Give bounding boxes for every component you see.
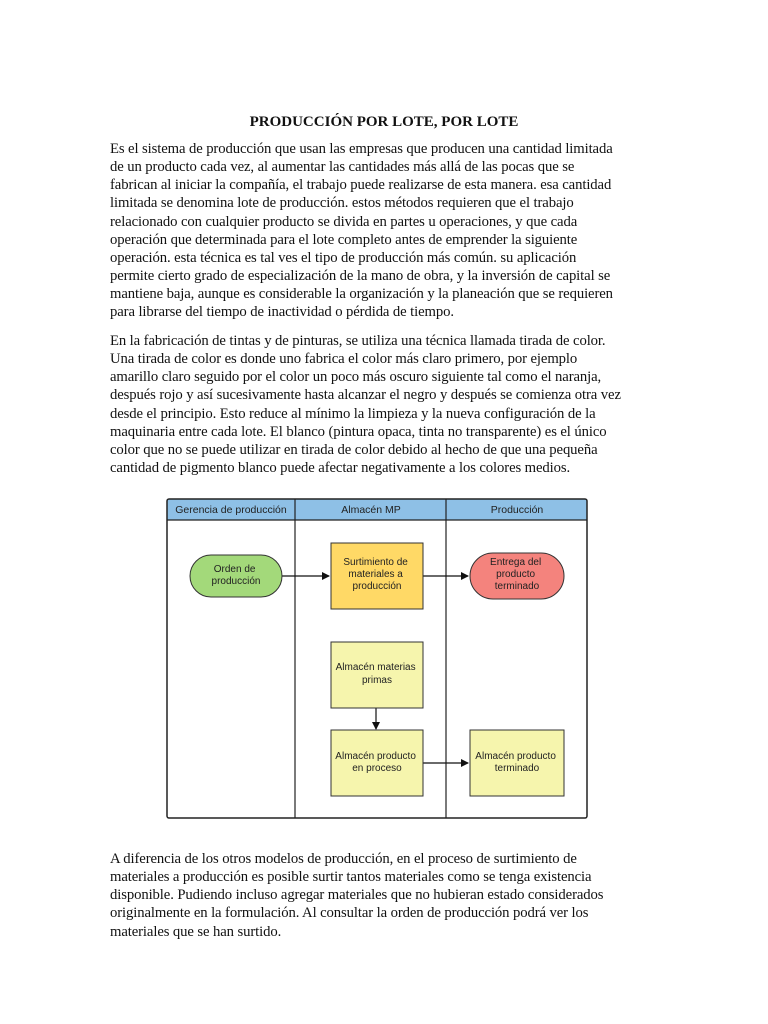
- node-label-line: Orden de: [213, 564, 256, 575]
- node-label-line: producción: [352, 581, 402, 592]
- page-title: PRODUCCIÓN POR LOTE, POR LOTE: [249, 114, 519, 130]
- text-line: A diferencia de los otros modelos de producción, en el proceso de surtimiento de: [110, 851, 577, 867]
- process-flow-diagram: [166, 498, 588, 820]
- node-label-line: producción: [211, 576, 261, 587]
- node-label-line: Entrega del: [490, 557, 542, 568]
- text-line: para librarse del tiempo de inactividad o pérdida de tiempo.: [110, 304, 454, 321]
- text-line: amarillo claro seguido por el color un poco más oscuro siguiente tal como el naranja,: [110, 369, 602, 386]
- lane-header-almacen-mp: Almacén MP: [341, 504, 401, 516]
- paragraph-surtimiento: [110, 850, 662, 941]
- text-line: relacionado con cualquier producto se divida en partes u operaciones, y que cada: [110, 213, 578, 230]
- paragraph-color-run: [110, 332, 662, 477]
- node-label-line: Almacén producto: [335, 751, 416, 762]
- node-label-line: terminado: [494, 763, 540, 774]
- text-line: color que no se puede utilizar en tirada de color debido al hecho de que una pequeña: [110, 441, 598, 458]
- text-line: cantidad de pigmento blanco puede afectar negativamente a los colores medios.: [110, 460, 571, 477]
- node-orden-produccion-label: [212, 564, 261, 587]
- paragraph-intro: [110, 140, 662, 322]
- node-label-line: Surtimiento de: [343, 557, 408, 568]
- node-label-line: Almacén materias: [335, 662, 416, 673]
- text-line: de un producto cada vez, al aumentar las cantidades más allá de las pocas que se: [110, 159, 575, 176]
- text-line: operación que determinada para el lote completo antes de emprender la siguiente: [110, 231, 578, 248]
- text-line: mantiene baja, aunque es considerable la organización y la planeación que se requieren: [110, 286, 613, 303]
- node-label-line: materiales a: [348, 569, 403, 580]
- text-line: materiales que se han surtido.: [110, 923, 282, 940]
- text-line: materiales a producción es posible surtir tantos materiales como se tenga existencia: [110, 869, 592, 886]
- text-line: fabrican al iniciar la compañía, el trabajo puede realizarse de esta manera. esa cantidad: [110, 177, 612, 194]
- node-label-line: producto: [496, 569, 536, 580]
- text-line: permite cierto grado de especialización de la mano de obra, y la inversión de capital se: [110, 268, 611, 285]
- text-line: Es el sistema de producción que usan las empresas que producen una cantidad limitada: [110, 141, 613, 157]
- text-line: disponible. Pudiendo incluso agregar materiales que no hubieran estado considerados: [110, 887, 604, 904]
- node-label-line: Almacén producto: [475, 751, 556, 762]
- node-entrega-producto-label: [490, 557, 544, 592]
- lane-header-gerencia: Gerencia de producción: [175, 504, 287, 516]
- node-label-line: terminado: [494, 581, 540, 592]
- text-line: limitada se denomina lote de producción. estos métodos requieren que el trabajo: [110, 195, 574, 212]
- node-label-line: en proceso: [352, 763, 402, 774]
- text-line: después rojo y así sucesivamente hasta alcanzar el negro y después se comienza otra vez: [110, 387, 621, 404]
- node-surtimiento-label: [343, 557, 410, 592]
- text-line: desde el principio. Esto reduce al mínimo la limpieza y la nueva configuración de la: [110, 405, 596, 422]
- lane-header-produccion: Producción: [490, 504, 544, 516]
- text-line: maquinaria entre cada lote. El blanco (pintura opaca, tinta no transparente) es el único: [110, 423, 607, 440]
- text-line: En la fabricación de tintas y de pinturas, se utiliza una técnica llamada tirada de color.: [110, 333, 606, 349]
- text-line: operación. esta técnica es tal ves el tipo de producción más común. su aplicación: [110, 249, 577, 266]
- text-line: Una tirada de color es donde uno fabrica el color más claro primero, por ejemplo: [110, 351, 578, 368]
- node-label-line: primas: [361, 675, 393, 686]
- text-line: originalmente en la formulación. Al consultar la orden de producción podrá ver los: [110, 905, 589, 922]
